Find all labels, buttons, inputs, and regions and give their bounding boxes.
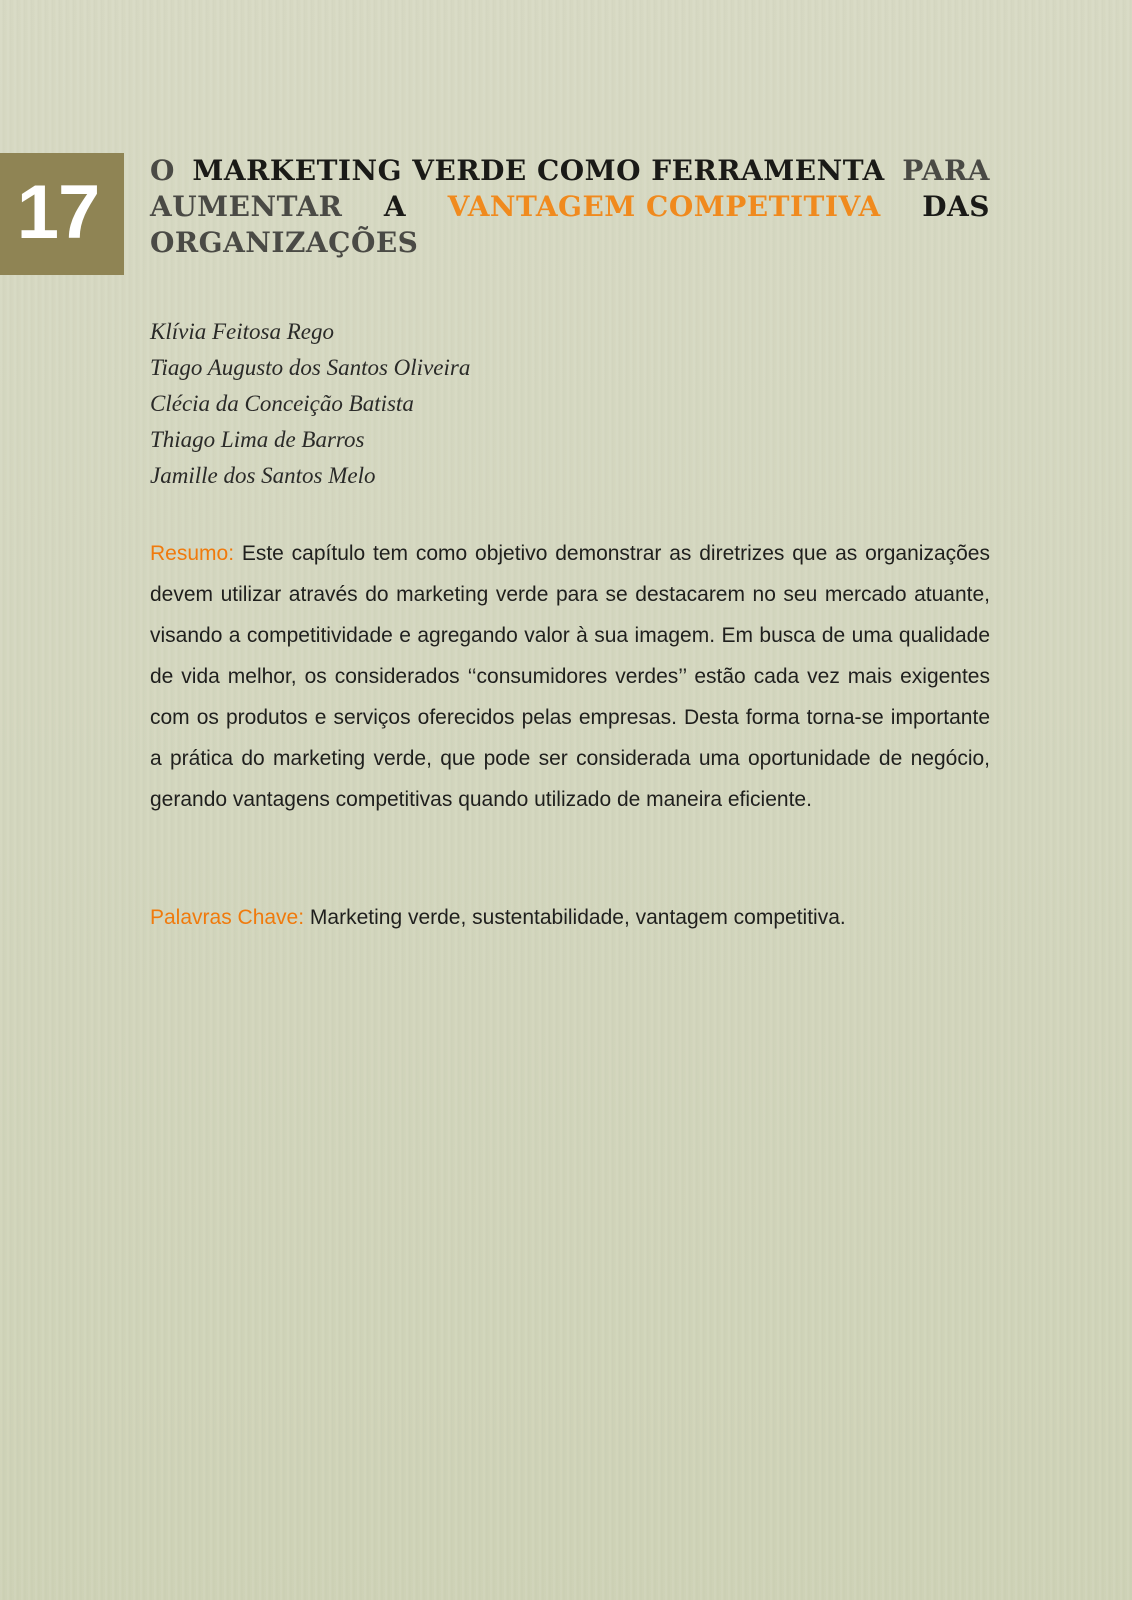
- chapter-number: 17: [16, 169, 100, 255]
- title-word: AUMENTAR: [150, 190, 343, 223]
- title-word: MARKETING VERDE COMO FERRAMENTA: [192, 154, 885, 187]
- title-highlight: VANTAGEM COMPETITIVA: [447, 190, 881, 223]
- title-line-2: [150, 189, 990, 225]
- chapter-title: [150, 153, 990, 261]
- chapter-badge: [0, 153, 124, 275]
- title-word: PARA: [902, 154, 990, 187]
- author-name: Thiago Lima de Barros: [150, 427, 365, 452]
- title-word: DAS: [922, 190, 990, 223]
- author-list: [150, 314, 470, 494]
- abstract-label: Resumo:: [150, 542, 235, 565]
- title-line-1: [150, 153, 990, 189]
- title-word: O: [150, 154, 175, 187]
- keywords-text: Marketing verde, sustentabilidade, vantagem competitiva.: [309, 906, 846, 929]
- abstract: [150, 533, 990, 820]
- author-name: Klívia Feitosa Rego: [150, 319, 334, 344]
- author-name: Tiago Augusto dos Santos Oliveira: [150, 355, 471, 380]
- author-name: Clécia da Conceição Batista: [150, 391, 414, 416]
- title-word: A: [383, 190, 407, 223]
- abstract-text: Este capítulo tem como objetivo demonstrar as diretrizes que as organizações devem utilizar através do marketing verde para se destacarem no seu mercado atuante, visando a competitividade e agregando valor à sua imagem. Em busca de uma qualidade de vida melhor, os considerados ‘‘consumidores verdes’’ estão cada vez mais exigentes com os produtos e serviços oferecidos pelas empresas. Desta forma torna-se importante a prática do marketing verde, que pode ser considerada uma oportunidade de negócio, gerando vantagens competitivas quando utilizado de maneira eficiente.: [150, 542, 990, 811]
- keywords-label: Palavras Chave:: [150, 906, 305, 929]
- keywords: [150, 903, 990, 933]
- author-name: Jamille dos Santos Melo: [150, 463, 376, 488]
- title-line-3: ORGANIZAÇÕES: [150, 226, 419, 259]
